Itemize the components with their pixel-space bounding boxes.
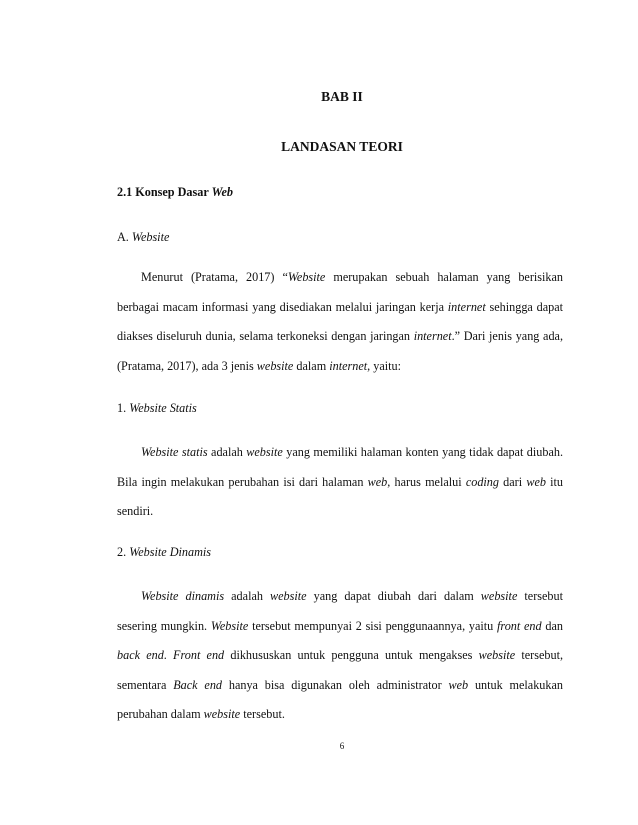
paragraph-website-statis: Website statis adalah website yang memiliki halaman konten yang tidak dapat diubah. Bila ingin melakukan perubahan isi dari halaman web, harus melalui coding dari web itu sendiri. bbox=[117, 445, 564, 519]
subheading-website-statis: 1. Website Statis bbox=[117, 401, 197, 415]
chapter-title: LANDASAN TEORI bbox=[281, 139, 403, 154]
page-number: 6 bbox=[339, 741, 345, 751]
subheading-website-dinamis: 2. Website Dinamis bbox=[117, 545, 211, 559]
paragraph-website-definition: Menurut (Pratama, 2017) “Website merupakan sebuah halaman yang berisikan berbagai macam informasi yang disediakan melalui jaringan kerja internet sehingga dapat diakses diseluruh dunia, selama terkoneksi dengan jaringan internet.” Dari jenis yang ada, (Pratama, 2017), ada 3 jenis website dalam internet, yaitu: bbox=[117, 270, 564, 373]
chapter-heading: BAB II bbox=[321, 89, 363, 104]
section-heading: 2.1 Konsep Dasar Web bbox=[117, 185, 234, 199]
subsection-a-heading: A. Website bbox=[117, 230, 170, 244]
paragraph-website-dinamis: Website dinamis adalah website yang dapat diubah dari dalam website tersebut sesering mungkin. Website tersebut mempunyai 2 sisi penggunaannya, yaitu front end dan back end. Front end dikhususkan untuk pengguna untuk mengakses website tersebut, sementara Back end hanya bisa digunakan oleh administrator web untuk melakukan perubahan dalam website tersebut. bbox=[117, 589, 564, 722]
